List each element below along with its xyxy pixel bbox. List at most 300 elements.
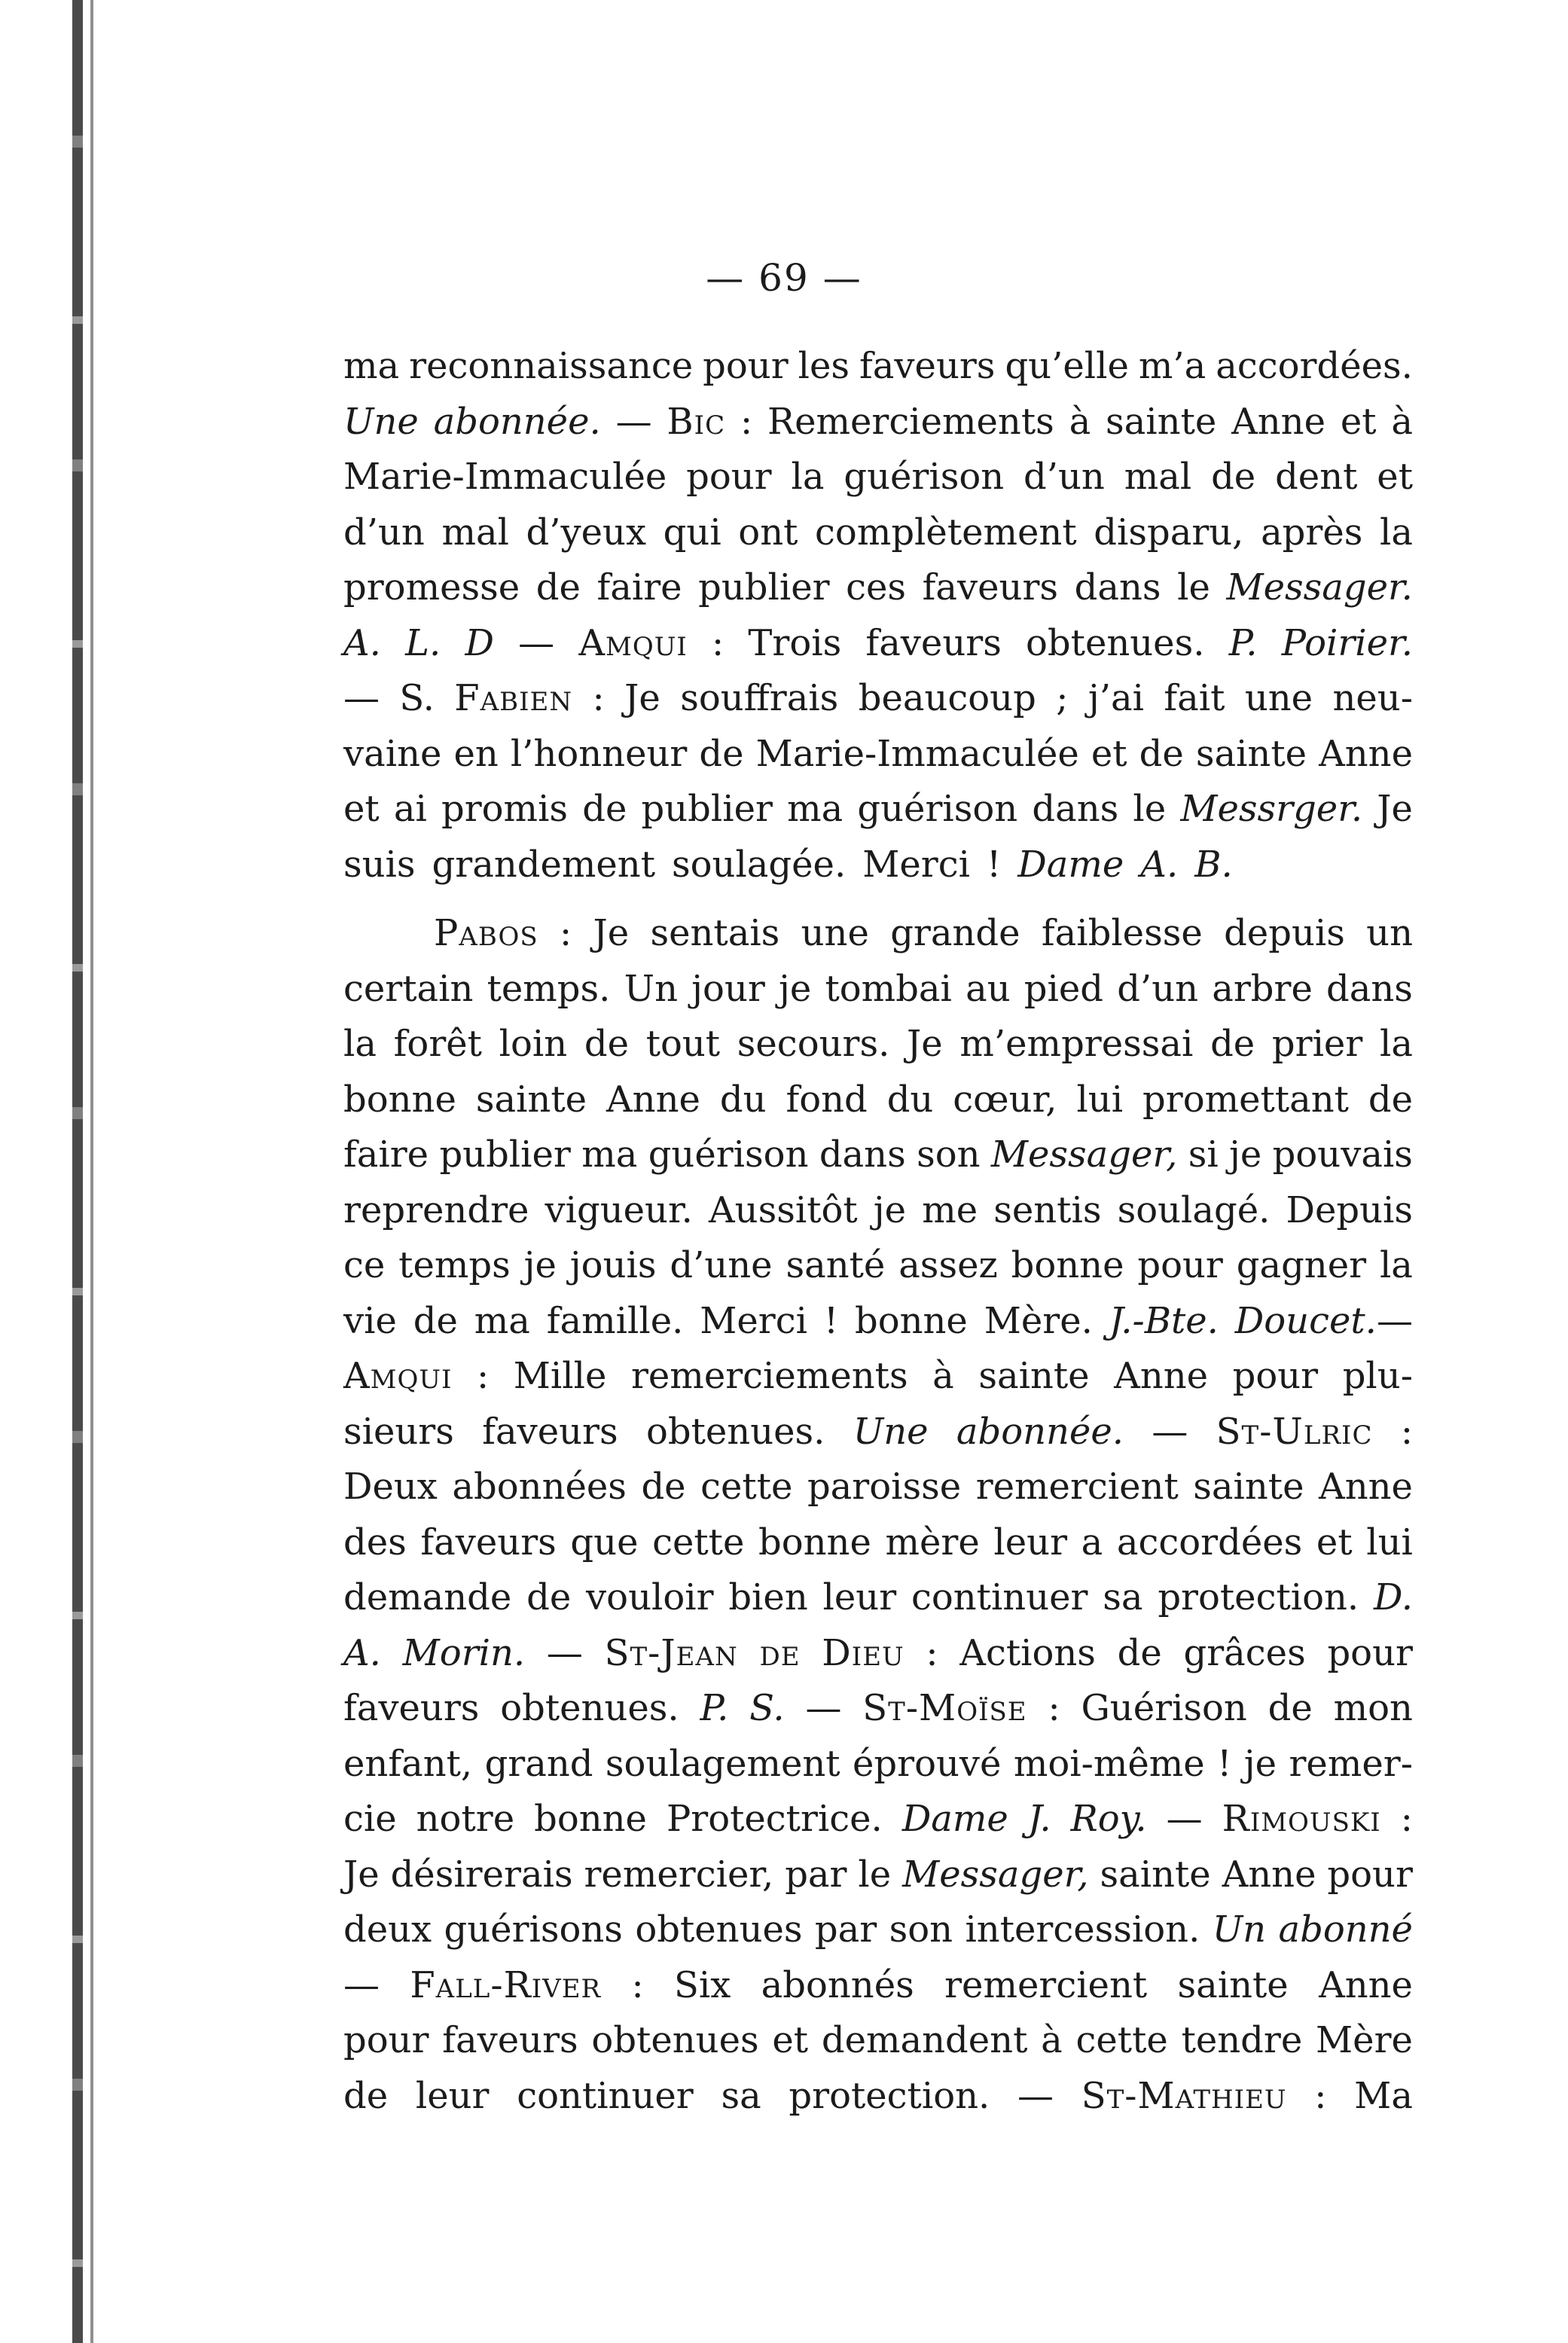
text-fragment: guérison bbox=[843, 456, 1005, 498]
word bbox=[862, 837, 970, 893]
text-fragment: au bbox=[966, 967, 1011, 1010]
word bbox=[1366, 906, 1413, 962]
word bbox=[700, 1460, 792, 1515]
word bbox=[586, 1570, 713, 1626]
word bbox=[1081, 1515, 1103, 1571]
text-fragment: complètement bbox=[815, 511, 1077, 554]
text-fragment: sainte bbox=[475, 1078, 587, 1121]
text-fragment: faveurs bbox=[343, 1687, 480, 1729]
word bbox=[343, 1681, 479, 1737]
word bbox=[409, 339, 693, 395]
word bbox=[514, 1349, 607, 1405]
word bbox=[500, 1681, 679, 1737]
text-fragment: d’un bbox=[1117, 967, 1199, 1010]
word bbox=[343, 1294, 397, 1350]
text-fragment: : bbox=[926, 1631, 938, 1674]
text-fragment: tout bbox=[645, 1023, 721, 1065]
word bbox=[343, 1847, 380, 1903]
word bbox=[1193, 1460, 1304, 1515]
text-fragment: lui bbox=[1076, 1078, 1124, 1121]
text-fragment: par bbox=[814, 1908, 877, 1951]
word bbox=[487, 962, 611, 1017]
text-fragment: dans bbox=[1032, 788, 1119, 830]
text-fragment: : bbox=[1400, 1798, 1413, 1840]
text-fragment: jouis bbox=[569, 1244, 657, 1286]
text-fragment: gagner bbox=[1236, 1244, 1367, 1286]
word bbox=[1343, 1349, 1413, 1405]
word bbox=[1109, 1294, 1219, 1350]
word bbox=[1184, 1626, 1306, 1682]
word bbox=[703, 339, 788, 395]
word bbox=[343, 339, 399, 395]
text-line bbox=[343, 560, 1413, 616]
word bbox=[343, 671, 380, 727]
word bbox=[1194, 837, 1233, 893]
word bbox=[1167, 1792, 1203, 1847]
text-fragment: de bbox=[641, 1466, 686, 1508]
word bbox=[410, 1958, 601, 2014]
word bbox=[650, 906, 779, 962]
text-fragment: j’ai bbox=[1088, 677, 1144, 719]
text-fragment: remerciements bbox=[630, 1355, 908, 1397]
text-fragment: à bbox=[1041, 2019, 1063, 2061]
word bbox=[911, 1570, 1088, 1626]
text-fragment: faveurs bbox=[865, 621, 1002, 664]
word bbox=[1327, 1626, 1412, 1682]
word bbox=[343, 1072, 456, 1128]
word bbox=[441, 782, 568, 837]
word bbox=[631, 1349, 908, 1405]
word bbox=[343, 1017, 377, 1072]
word bbox=[772, 2013, 808, 2069]
word bbox=[1368, 1072, 1413, 1128]
word bbox=[1133, 782, 1166, 837]
word bbox=[1117, 962, 1198, 1017]
text-fragment: la bbox=[1380, 511, 1413, 554]
text-fragment: protection. bbox=[789, 2074, 990, 2117]
word bbox=[721, 2069, 761, 2125]
word bbox=[1094, 505, 1243, 561]
text-fragment: accordées bbox=[1116, 1521, 1303, 1564]
text-fragment: : bbox=[712, 621, 725, 664]
word bbox=[1103, 1570, 1142, 1626]
text-line bbox=[343, 505, 1413, 561]
word bbox=[1289, 1737, 1412, 1792]
text-fragment: intercession. bbox=[965, 1908, 1200, 1951]
text-fragment: B. bbox=[1194, 843, 1233, 886]
word bbox=[485, 1737, 593, 1792]
text-fragment: Je bbox=[343, 1853, 380, 1896]
text-fragment: de bbox=[343, 2074, 389, 2117]
word bbox=[976, 1460, 1179, 1515]
text-fragment: : bbox=[631, 1963, 644, 2006]
word bbox=[756, 727, 1079, 783]
text-fragment: — bbox=[615, 400, 652, 443]
text-fragment: sieurs bbox=[343, 1410, 454, 1453]
text-fragment: Remerciements bbox=[767, 400, 1054, 443]
word bbox=[1091, 727, 1127, 783]
word bbox=[1222, 1792, 1381, 1847]
text-fragment: disparu, bbox=[1094, 511, 1244, 554]
word bbox=[1316, 2013, 1413, 2069]
word bbox=[819, 1127, 906, 1183]
text-line bbox=[343, 1238, 1413, 1294]
text-fragment: Anne bbox=[1222, 1853, 1316, 1896]
word bbox=[1139, 727, 1184, 783]
page-number: — 69 — bbox=[706, 256, 862, 300]
body-text bbox=[343, 339, 1413, 2124]
word bbox=[862, 1681, 1027, 1737]
text-fragment: je bbox=[779, 967, 812, 1010]
word bbox=[434, 395, 601, 450]
text-line bbox=[343, 450, 1413, 505]
word bbox=[1114, 1349, 1208, 1405]
text-fragment: son bbox=[917, 1133, 981, 1176]
word bbox=[1314, 2069, 1326, 2125]
word bbox=[667, 395, 725, 450]
text-fragment: du bbox=[719, 1078, 767, 1121]
word bbox=[748, 616, 841, 672]
word bbox=[605, 1626, 738, 1682]
word bbox=[534, 1792, 647, 1847]
text-fragment: sainte bbox=[1100, 1853, 1211, 1896]
word bbox=[1137, 1238, 1222, 1294]
word bbox=[824, 1294, 838, 1350]
text-fragment: demandent bbox=[821, 2019, 1028, 2061]
word bbox=[646, 1017, 720, 1072]
text-line bbox=[343, 1958, 1413, 2014]
text-fragment: Je bbox=[624, 677, 660, 719]
text-fragment: de bbox=[1268, 1687, 1313, 1729]
word bbox=[524, 1238, 557, 1294]
word bbox=[648, 1127, 809, 1183]
text-fragment: — bbox=[343, 1963, 380, 2006]
word bbox=[343, 1405, 454, 1460]
text-fragment: bonne bbox=[343, 1078, 456, 1121]
text-fragment: Je bbox=[1377, 788, 1413, 830]
text-fragment: ma bbox=[343, 345, 400, 387]
text-line bbox=[343, 1792, 1413, 1847]
word bbox=[822, 1626, 904, 1682]
word bbox=[1229, 1127, 1261, 1183]
text-fragment: reprendre bbox=[343, 1188, 529, 1231]
text-fragment: — bbox=[343, 677, 380, 719]
word bbox=[343, 2013, 429, 2069]
word bbox=[786, 1072, 867, 1128]
text-fragment: dent bbox=[1275, 456, 1358, 498]
word bbox=[859, 339, 995, 395]
word bbox=[1319, 1958, 1413, 2014]
text-fragment: ont bbox=[738, 511, 798, 554]
text-fragment: de bbox=[1210, 1023, 1255, 1065]
word bbox=[1118, 1183, 1271, 1239]
text-line bbox=[343, 2069, 1413, 2125]
word bbox=[581, 1127, 637, 1183]
text-fragment: J.-Bte. bbox=[1109, 1299, 1219, 1342]
text-fragment: de bbox=[699, 732, 744, 775]
word bbox=[807, 1460, 961, 1515]
word bbox=[1178, 1958, 1289, 2014]
text-fragment: plu- bbox=[1342, 1355, 1413, 1397]
word bbox=[343, 616, 381, 672]
word bbox=[1014, 1737, 1205, 1792]
word bbox=[874, 1183, 906, 1239]
text-fragment: A. bbox=[343, 621, 381, 664]
word bbox=[953, 1072, 1057, 1128]
word bbox=[1075, 560, 1161, 616]
word bbox=[432, 837, 655, 893]
word bbox=[1076, 2013, 1168, 2069]
text-fragment: Ma bbox=[1354, 2074, 1413, 2117]
text-fragment: St-Ulric bbox=[1216, 1410, 1373, 1453]
word bbox=[907, 1017, 943, 1072]
word bbox=[1216, 339, 1413, 395]
text-fragment: ; bbox=[1056, 677, 1069, 719]
text-fragment: D. bbox=[1373, 1576, 1413, 1618]
text-fragment: Mère bbox=[1316, 2019, 1413, 2061]
word bbox=[1222, 1847, 1316, 1903]
word bbox=[890, 906, 1020, 962]
text-fragment: enfant, bbox=[343, 1742, 473, 1785]
word bbox=[1380, 505, 1413, 561]
text-fragment: vaine bbox=[343, 732, 442, 775]
text-fragment: je bbox=[1229, 1133, 1262, 1176]
word bbox=[1213, 1902, 1266, 1958]
text-fragment: grâces bbox=[1183, 1631, 1306, 1674]
text-fragment: vouloir bbox=[586, 1576, 714, 1618]
text-fragment: de bbox=[413, 1299, 458, 1342]
word bbox=[343, 1792, 397, 1847]
word bbox=[642, 782, 773, 837]
word bbox=[959, 1017, 1193, 1072]
word bbox=[526, 505, 647, 561]
text-fragment: Protectrice. bbox=[666, 1798, 883, 1840]
text-fragment: pour bbox=[1232, 1355, 1319, 1397]
text-fragment: vie bbox=[343, 1299, 397, 1342]
text-fragment: et bbox=[1316, 1521, 1353, 1564]
text-line bbox=[343, 1460, 1413, 1515]
text-fragment: ma bbox=[787, 788, 843, 830]
text-fragment: remercient bbox=[975, 1466, 1179, 1508]
word bbox=[691, 962, 765, 1017]
word bbox=[700, 1294, 807, 1350]
word bbox=[1226, 560, 1413, 616]
word bbox=[1048, 1681, 1060, 1737]
text-fragment: m’a bbox=[1138, 345, 1207, 387]
word bbox=[343, 395, 419, 450]
text-fragment: sainte bbox=[1106, 400, 1217, 443]
word bbox=[641, 1460, 685, 1515]
text-fragment: accordées. bbox=[1216, 345, 1413, 387]
text-fragment: abonnée. bbox=[433, 400, 601, 443]
text-fragment: Anne bbox=[1231, 400, 1325, 443]
word bbox=[1212, 962, 1313, 1017]
text-fragment: Merci bbox=[700, 1299, 807, 1342]
word bbox=[1211, 450, 1255, 505]
word bbox=[858, 1847, 891, 1903]
word bbox=[1261, 505, 1362, 561]
word bbox=[1380, 1017, 1413, 1072]
word bbox=[452, 1460, 627, 1515]
text-fragment: S. bbox=[399, 677, 435, 719]
word bbox=[1216, 1405, 1373, 1460]
word bbox=[993, 1515, 1067, 1571]
word bbox=[1231, 395, 1325, 450]
text-fragment: paroisse bbox=[807, 1466, 962, 1508]
text-fragment: A. bbox=[343, 1631, 381, 1674]
text-fragment: Amqui bbox=[578, 621, 688, 664]
text-fragment: si bbox=[1188, 1133, 1219, 1176]
text-fragment: d’un bbox=[1023, 456, 1105, 498]
word bbox=[1124, 450, 1191, 505]
word bbox=[966, 962, 1011, 1017]
word bbox=[956, 1405, 1124, 1460]
binding-edge-inner bbox=[90, 0, 93, 2343]
text-fragment: de bbox=[759, 1631, 801, 1674]
word bbox=[343, 1127, 429, 1183]
text-fragment: dans bbox=[819, 1133, 906, 1176]
word bbox=[343, 505, 425, 561]
text-fragment: de bbox=[582, 788, 627, 830]
text-fragment: beaucoup bbox=[858, 677, 1036, 719]
word bbox=[596, 560, 682, 616]
text-fragment: Marie-Immaculée bbox=[755, 732, 1079, 775]
text-fragment: assez bbox=[898, 1244, 998, 1286]
word bbox=[1177, 560, 1210, 616]
text-fragment: de bbox=[1368, 1078, 1413, 1121]
text-fragment: pour bbox=[703, 345, 789, 387]
text-fragment: obtenues bbox=[591, 2019, 759, 2061]
text-fragment: promettant bbox=[1142, 1078, 1349, 1121]
text-fragment: leur bbox=[993, 1521, 1068, 1564]
word bbox=[759, 1626, 800, 1682]
word bbox=[1319, 1460, 1413, 1515]
word bbox=[570, 1515, 638, 1571]
text-fragment: — bbox=[1017, 2074, 1054, 2117]
word bbox=[343, 1460, 438, 1515]
text-fragment: bonne bbox=[1011, 1244, 1124, 1286]
word bbox=[1011, 1238, 1124, 1294]
text-line bbox=[343, 837, 1413, 893]
word bbox=[792, 450, 825, 505]
text-fragment: : bbox=[559, 912, 572, 954]
text-fragment: Dame bbox=[1017, 843, 1124, 886]
word bbox=[439, 1127, 570, 1183]
text-line bbox=[343, 671, 1413, 727]
text-fragment: ma bbox=[581, 1133, 638, 1176]
text-fragment: moi-même bbox=[1013, 1742, 1205, 1785]
word bbox=[865, 616, 1001, 672]
text-fragment: guérison bbox=[648, 1133, 809, 1176]
word bbox=[1233, 1349, 1318, 1405]
text-fragment: de bbox=[1117, 1631, 1162, 1674]
text-fragment: a bbox=[1081, 1521, 1103, 1564]
word bbox=[394, 1017, 482, 1072]
word bbox=[815, 505, 1077, 561]
text-fragment: de bbox=[584, 1023, 629, 1065]
text-fragment: bien bbox=[728, 1576, 808, 1618]
word bbox=[917, 1127, 980, 1183]
word bbox=[846, 560, 906, 616]
text-fragment: grand bbox=[484, 1742, 593, 1785]
text-fragment: ce bbox=[343, 1244, 386, 1286]
text-fragment: Poirier. bbox=[1281, 621, 1413, 664]
word bbox=[923, 560, 1058, 616]
text-fragment: temps. bbox=[487, 967, 611, 1010]
word bbox=[593, 671, 605, 727]
text-fragment: D bbox=[465, 621, 494, 664]
text-fragment: Fabien bbox=[454, 677, 573, 719]
word bbox=[1316, 1515, 1353, 1571]
text-fragment: je bbox=[523, 1244, 557, 1286]
word bbox=[343, 1349, 452, 1405]
word bbox=[631, 1958, 643, 2014]
text-fragment: J. bbox=[1027, 1798, 1051, 1840]
word bbox=[737, 1017, 890, 1072]
word bbox=[1076, 1072, 1123, 1128]
word bbox=[547, 1294, 684, 1350]
word bbox=[606, 1737, 840, 1792]
word bbox=[1244, 1737, 1277, 1792]
word bbox=[343, 1570, 511, 1626]
text-fragment: me bbox=[922, 1188, 978, 1231]
text-fragment: Rimouski bbox=[1222, 1798, 1381, 1840]
word bbox=[517, 2069, 694, 2125]
word bbox=[699, 727, 743, 783]
word bbox=[1152, 1405, 1188, 1460]
text-fragment: St-Moïse bbox=[862, 1687, 1027, 1729]
text-fragment: : bbox=[740, 400, 753, 443]
text-fragment: faiblesse bbox=[1041, 912, 1203, 954]
text-fragment: Deux bbox=[343, 1466, 438, 1508]
text-fragment: désirerais bbox=[390, 1853, 573, 1896]
text-fragment: les bbox=[798, 345, 850, 387]
word bbox=[667, 1792, 883, 1847]
text-fragment: suis bbox=[343, 843, 416, 886]
word bbox=[570, 1238, 657, 1294]
word bbox=[1332, 671, 1412, 727]
word bbox=[738, 505, 798, 561]
text-fragment: et bbox=[1340, 400, 1377, 443]
word bbox=[720, 1072, 767, 1128]
word bbox=[343, 1902, 432, 1958]
text-fragment: éprouvé bbox=[853, 1742, 1002, 1785]
text-fragment: Messrger. bbox=[1180, 788, 1363, 830]
word bbox=[728, 1570, 807, 1626]
text-fragment: vigueur. bbox=[545, 1188, 693, 1231]
word bbox=[1188, 1127, 1219, 1183]
text-fragment: demande bbox=[343, 1576, 512, 1618]
text-fragment: bonne bbox=[534, 1798, 647, 1840]
word bbox=[885, 1515, 979, 1571]
text-fragment: continuer bbox=[911, 1576, 1088, 1618]
text-fragment: mère bbox=[885, 1521, 980, 1564]
word bbox=[843, 450, 1004, 505]
word bbox=[857, 782, 1017, 837]
text-fragment: Messager, bbox=[902, 1853, 1089, 1896]
text-fragment: Merci bbox=[862, 843, 970, 886]
text-fragment: la bbox=[343, 1023, 377, 1065]
text-fragment: bonne bbox=[854, 1299, 968, 1342]
text-line bbox=[343, 395, 1413, 450]
word bbox=[761, 1958, 914, 2014]
text-fragment: le bbox=[1133, 788, 1167, 830]
text-fragment: Amqui bbox=[343, 1355, 453, 1397]
word bbox=[1237, 1238, 1366, 1294]
word bbox=[1245, 671, 1313, 727]
text-fragment: A. bbox=[1140, 843, 1179, 886]
text-fragment: : bbox=[477, 1355, 490, 1397]
